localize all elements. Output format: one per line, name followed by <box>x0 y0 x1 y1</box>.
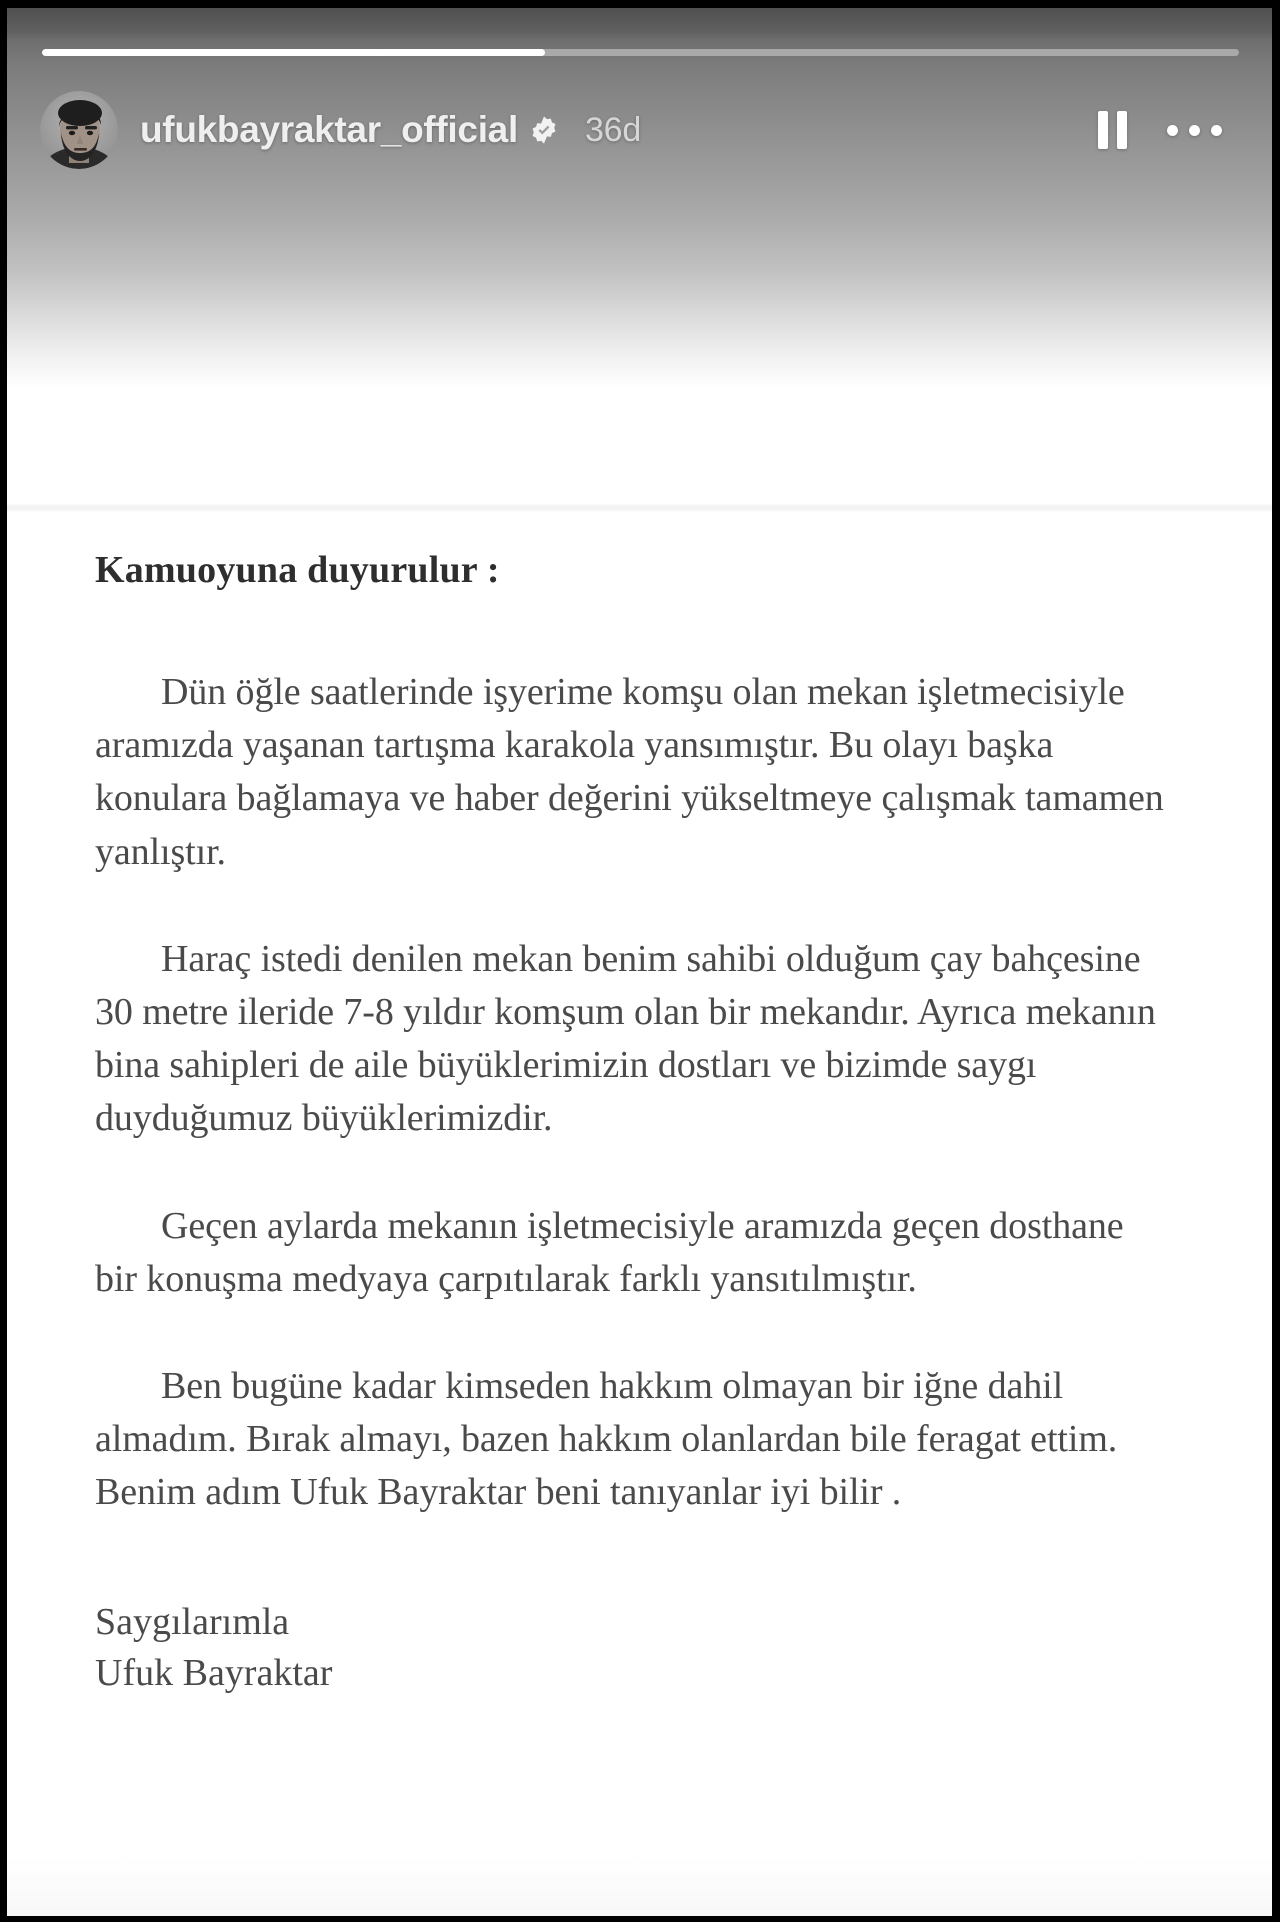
pause-bar-left <box>1098 111 1108 149</box>
page-bottom-tint <box>7 1856 1272 1916</box>
more-dot-3 <box>1211 125 1222 136</box>
more-options-icon[interactable] <box>1167 125 1222 136</box>
statement-paragraph-1: Dün öğle saatlerinde işyerime komşu olan mekan işletmecisiyle aramızda yaşanan tartışma karakola yansımıştır. Bu olayı başka konulara bağlamaya ve haber değerini yükseltmeye çalışmak tamamen yanlıştır. <box>95 671 1164 873</box>
page-seam-divider <box>7 503 1272 513</box>
verified-badge-icon <box>529 115 559 145</box>
pause-icon[interactable] <box>1098 111 1127 149</box>
story-timestamp: 36d <box>584 110 642 149</box>
story-username[interactable]: ufukbayraktar_official <box>140 109 518 150</box>
more-dot-1 <box>1167 125 1178 136</box>
story-header <box>7 84 1272 176</box>
statement-paragraph-4: Ben bugüne kadar kimseden hakkım olmayan bir iğne dahil almadım. Bırak almayı, bazen hakkım olanlardan bile feragat ettim. Benim adım Ufuk Bayraktar beni tanıyanlar iyi bilir . <box>95 1364 1118 1514</box>
statement-paragraph-3: Geçen aylarda mekanın işletmecisiyle aramızda geçen dosthane bir konuşma medyaya çarpıtılarak farklı yansıtılmıştır. <box>95 1204 1124 1300</box>
more-dot-2 <box>1189 125 1200 136</box>
story-media-canvas[interactable] <box>7 8 1272 1916</box>
statement-paragraph-2: Haraç istedi denilen mekan benim sahibi olduğum çay bahçesine 30 metre ileride 7-8 yıldır komşum olan bir mekandır. Ayrıca mekanın bina sahipleri de aile büyüklerimizin dostları ve bizimde saygı duyduğumuz büyüklerimizdir. <box>95 937 1156 1140</box>
pause-bar-right <box>1117 111 1127 149</box>
story-header-meta <box>140 109 1098 151</box>
statement-title: Kamuoyuna duyurulur : <box>95 549 500 591</box>
signature-name: Ufuk Bayraktar <box>95 1652 333 1695</box>
story-progress-track[interactable] <box>42 49 1239 56</box>
signature-signoff: Saygılarımla <box>95 1601 290 1644</box>
public-statement-document <box>7 548 1272 1699</box>
story-header-actions <box>1098 111 1222 149</box>
statement-signature <box>95 1597 1172 1699</box>
story-image-gradient <box>7 8 1272 428</box>
avatar-portrait-icon <box>40 91 118 169</box>
avatar[interactable] <box>40 91 118 169</box>
story-progress-fill <box>42 49 545 56</box>
